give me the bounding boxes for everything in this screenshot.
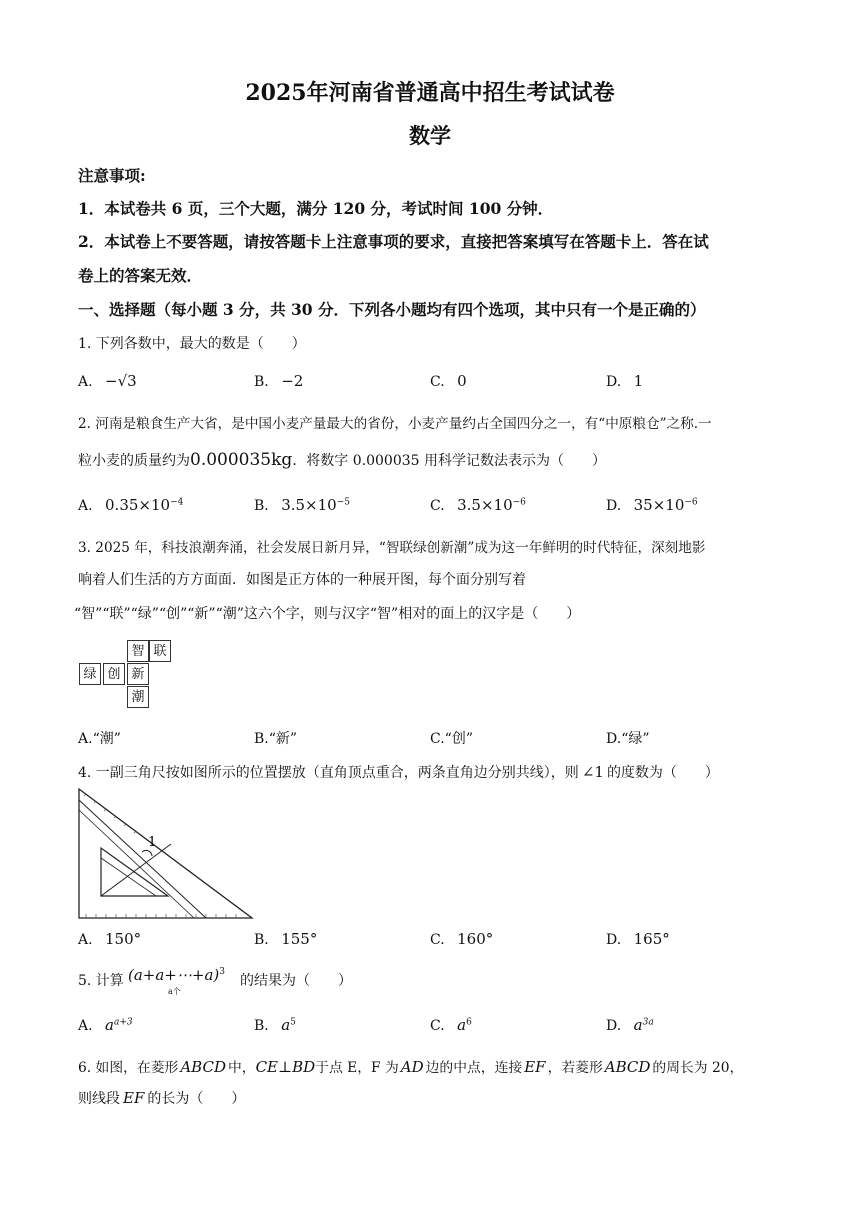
net-face-chuang: 创 bbox=[103, 663, 125, 685]
q5-option-b bbox=[254, 1016, 296, 1034]
q4-option-c-value: 160° bbox=[457, 930, 494, 948]
notes-item-1: 1．本试卷共 6 页，三个大题，满分 120 分，考试时间 100 分钟． bbox=[78, 199, 554, 218]
q5-option-c-exp: 6 bbox=[466, 1017, 472, 1028]
q2-option-c-label: C. bbox=[430, 498, 445, 514]
q2-option-a-label: A. bbox=[78, 498, 93, 514]
q6-ad: AD bbox=[400, 1058, 424, 1076]
q2-stem-text-a: 粒小麦的质量约为 bbox=[78, 453, 190, 469]
q5-option-a-base: a bbox=[105, 1016, 114, 1034]
q1-option-d-value: 1 bbox=[633, 372, 644, 390]
q5-stem-prefix: 5. 计算 bbox=[78, 973, 124, 989]
paper-title: 2025年河南省普通高中招生考试试卷 bbox=[245, 80, 615, 106]
q6-text-c: 于点 E，F 为 bbox=[315, 1060, 399, 1076]
q1-option-c-value: 0 bbox=[457, 372, 467, 390]
q5-option-b-exp: 5 bbox=[290, 1017, 296, 1028]
q2-option-a-base: 0.35×10 bbox=[105, 496, 171, 514]
crossing-line bbox=[101, 844, 171, 896]
q4-option-a-label: A. bbox=[78, 932, 93, 948]
q2-option-c-base: 3.5×10 bbox=[457, 496, 513, 514]
q4-option-c bbox=[430, 930, 493, 948]
q1-option-c-label: C. bbox=[430, 374, 445, 390]
q3-option-a bbox=[78, 728, 121, 748]
q2-stem-text-b: ．将数字 0.000035 用科学记数法表示为（ ） bbox=[292, 453, 607, 469]
q3-option-b bbox=[254, 728, 297, 748]
q3-option-a-label: A. bbox=[78, 731, 93, 747]
q2-option-a-exp: −4 bbox=[170, 497, 184, 508]
q4-option-b bbox=[254, 930, 317, 948]
net-face-zhi: 智 bbox=[127, 640, 149, 662]
q2-stem-line-1: 2. 河南是粮食生产大省，是中国小麦产量最大的省份，小麦产量约占全国四分之一，有“中原粮仓”之称.一 bbox=[78, 416, 712, 432]
q5-option-d-label: D. bbox=[606, 1018, 622, 1034]
q2-option-a bbox=[78, 496, 183, 514]
triangle-rulers-figure bbox=[76, 786, 256, 922]
q2-mass-value: 0.000035kg bbox=[190, 450, 293, 470]
q5-option-d-exp: 3a bbox=[642, 1017, 654, 1028]
q5-stem-suffix: 的结果为（ ） bbox=[240, 973, 352, 989]
q3-option-c bbox=[430, 728, 473, 748]
q6-text-e: ，若菱形 bbox=[547, 1060, 603, 1076]
q5-option-d-base: a bbox=[633, 1016, 643, 1034]
q2-option-d-exp: −6 bbox=[684, 497, 698, 508]
q4-stem-text-a: 4. 一副三角尺按如图所示的位置摆放（直角顶点重合，两条直角边分别共线），则 bbox=[78, 765, 579, 781]
q2-option-b-exp: −5 bbox=[336, 497, 350, 508]
section-1-heading: 一、选择题（每小题 3 分，共 30 分．下列各小题均有四个选项，其中只有一个是正确的） bbox=[78, 300, 706, 319]
q2-option-b-base: 3.5×10 bbox=[281, 496, 337, 514]
q3-option-b-value: “新” bbox=[268, 731, 298, 747]
q4-option-b-value: 155° bbox=[281, 930, 318, 948]
q1-option-c bbox=[430, 372, 467, 390]
q5-option-a-label: A. bbox=[78, 1018, 93, 1034]
q4-option-a bbox=[78, 930, 141, 948]
q5-option-c bbox=[430, 1016, 472, 1034]
angle-1-label: 1 bbox=[148, 835, 157, 850]
q5-expression-under: a个 bbox=[168, 987, 181, 996]
hypotenuse-ticks bbox=[84, 794, 136, 833]
q1-option-b-label: B. bbox=[254, 374, 269, 390]
q3-option-c-label: C. bbox=[430, 731, 445, 747]
q2-option-c bbox=[430, 496, 526, 514]
q2-option-d bbox=[606, 496, 698, 514]
q4-option-d bbox=[606, 930, 670, 948]
notes-item-2-line-2: 卷上的答案无效． bbox=[78, 266, 203, 285]
q6-stem-line-2 bbox=[78, 1088, 245, 1108]
q3-option-d-value: “绿” bbox=[621, 731, 650, 747]
q1-option-a-value: −√3 bbox=[105, 372, 137, 390]
net-face-lv: 绿 bbox=[79, 663, 101, 685]
q3-option-d bbox=[606, 728, 650, 748]
large-triangle-inner-edge bbox=[79, 800, 206, 918]
q4-option-b-label: B. bbox=[254, 932, 269, 948]
q1-option-d-label: D. bbox=[606, 374, 622, 390]
q1-option-a bbox=[78, 372, 137, 390]
q3-stem-line-2: 响着人们生活的方方面面．如图是正方体的一种展开图，每个面分别写着 bbox=[78, 572, 526, 588]
q1-option-b bbox=[254, 372, 303, 390]
subject-title: 数学 bbox=[409, 123, 451, 148]
q6-abcd-1: ABCD bbox=[180, 1058, 226, 1076]
q2-option-c-exp: −6 bbox=[512, 497, 526, 508]
q2-option-b bbox=[254, 496, 350, 514]
q6-text-b: 中， bbox=[227, 1060, 256, 1076]
q4-stem-text-b: 的度数为（ ） bbox=[606, 765, 719, 781]
large-triangle bbox=[79, 789, 252, 918]
q3-option-a-value: “潮” bbox=[92, 731, 121, 747]
q2-stem-line-2 bbox=[78, 450, 606, 470]
q4-stem bbox=[78, 762, 719, 782]
q2-option-d-label: D. bbox=[606, 498, 622, 514]
large-triangle-inner-edge-2 bbox=[79, 810, 194, 918]
q6-text-f: 的周长为 20， bbox=[652, 1060, 744, 1076]
q3-option-d-label: D. bbox=[606, 731, 622, 747]
q5-option-b-label: B. bbox=[254, 1018, 269, 1034]
net-face-xin: 新 bbox=[127, 663, 149, 685]
q4-angle-symbol: ∠1 bbox=[581, 763, 604, 781]
q5-option-a bbox=[78, 1016, 133, 1034]
q4-option-d-label: D. bbox=[606, 932, 622, 948]
q4-option-d-value: 165° bbox=[633, 930, 670, 948]
q5-expression bbox=[128, 966, 225, 984]
q6-abcd-2: ABCD bbox=[604, 1058, 651, 1076]
notes-heading: 注意事项: bbox=[78, 166, 146, 185]
q1-stem: 1. 下列各数中，最大的数是（ ） bbox=[78, 336, 306, 352]
q5-option-b-base: a bbox=[281, 1016, 291, 1034]
q5-option-a-exp: a+3 bbox=[113, 1017, 133, 1028]
q6-stem-line-1 bbox=[78, 1056, 743, 1076]
net-face-chao: 潮 bbox=[127, 686, 149, 708]
q5-option-d bbox=[606, 1016, 654, 1034]
q5-expression-exp: 3 bbox=[219, 967, 225, 977]
q3-stem-line-3: “智”“联”“绿”“创”“新”“潮”这六个字，则与汉字“智”相对的面上的汉字是（ ） bbox=[74, 606, 581, 622]
notes-item-2-line-1: 2．本试卷上不要答题，请按答题卡上注意事项的要求，直接把答案填写在答题卡上．答在试 bbox=[78, 232, 709, 251]
q4-option-a-value: 150° bbox=[105, 930, 142, 948]
q5-option-c-base: a bbox=[457, 1016, 467, 1034]
q1-option-b-value: −2 bbox=[281, 372, 304, 390]
q6-ce-perp-bd: CE⊥BD bbox=[255, 1058, 316, 1076]
q3-option-b-label: B. bbox=[254, 731, 269, 747]
q6-text-a: 6. 如图，在菱形 bbox=[78, 1060, 179, 1076]
q3-option-c-value: “创” bbox=[444, 731, 473, 747]
q4-option-c-label: C. bbox=[430, 932, 445, 948]
q2-option-d-base: 35×10 bbox=[633, 496, 685, 514]
net-face-lian: 联 bbox=[149, 640, 171, 662]
q2-option-b-label: B. bbox=[254, 498, 269, 514]
q1-option-a-label: A. bbox=[78, 374, 93, 390]
q1-option-d bbox=[606, 372, 643, 390]
q3-stem-line-1: 3. 2025 年，科技浪潮奔涌，社会发展日新月异，“智联绿创新潮”成为这一年鲜明的时代特征，深刻地影 bbox=[78, 540, 706, 556]
q6-ef-1: EF bbox=[524, 1058, 546, 1076]
q6-text-g: 则线段 bbox=[78, 1091, 120, 1107]
q6-text-d: 边的中点，连接 bbox=[425, 1060, 523, 1076]
q6-text-h: 的长为（ ） bbox=[147, 1091, 246, 1107]
q5-option-c-label: C. bbox=[430, 1018, 445, 1034]
q6-ef-2: EF bbox=[123, 1089, 145, 1107]
angle-1-arc bbox=[142, 850, 152, 856]
q5-expression-sum: (a+a+⋯+a) bbox=[128, 966, 220, 984]
